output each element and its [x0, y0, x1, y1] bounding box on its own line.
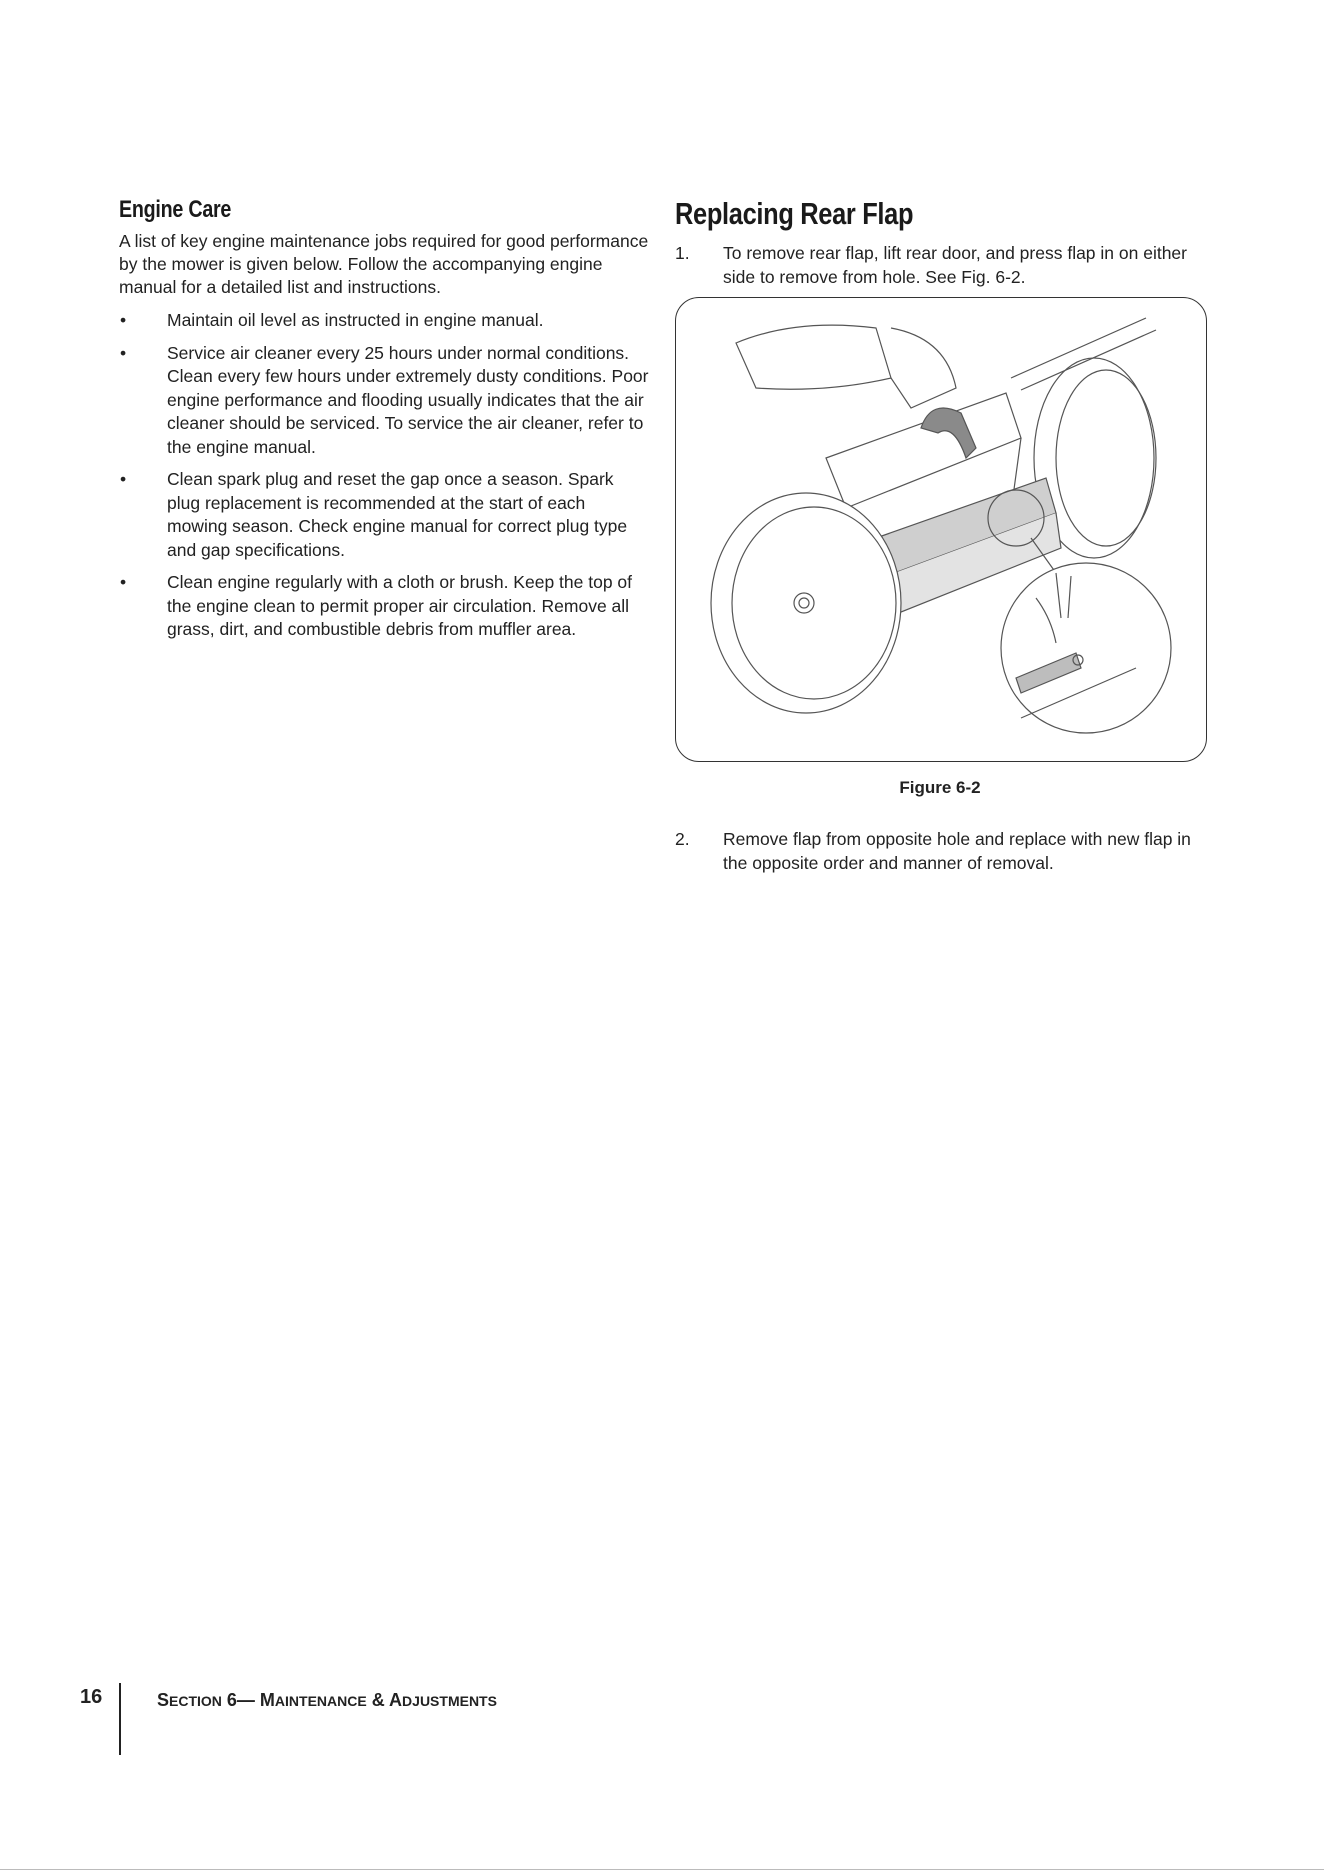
- step-text: Remove flap from opposite hole and replace with new flap in the opposite order and manner of removal.: [723, 829, 1191, 873]
- figure-6-2-illustration: [675, 297, 1207, 762]
- bullet-icon: •: [120, 469, 127, 489]
- list-item: [119, 342, 649, 460]
- bullet-icon: •: [120, 310, 127, 330]
- footer-cap: A: [389, 1690, 403, 1710]
- bullet-icon: •: [120, 572, 127, 592]
- step-2: [675, 828, 1215, 885]
- footer-cap: S: [157, 1690, 170, 1710]
- mower-rear-flap-drawing: [676, 298, 1206, 761]
- footer-small: DJUSTMENTS: [402, 1693, 497, 1709]
- list-item: [119, 309, 649, 333]
- bottom-rule: [0, 1869, 1324, 1870]
- step-text: To remove rear flap, lift rear door, and press flap in on either side to remove from hole. See Fig. 6-2.: [723, 243, 1187, 287]
- step-number: 2.: [675, 829, 690, 849]
- engine-care-heading: Engine Care: [119, 196, 232, 223]
- footer-divider: [119, 1683, 121, 1755]
- step-2-row: [675, 828, 1215, 875]
- footer-part: 6—: [221, 1690, 260, 1710]
- list-item-text: Maintain oil level as instructed in engine manual.: [167, 310, 544, 330]
- footer-small: ECTION: [169, 1693, 222, 1709]
- engine-care-list: [119, 309, 649, 642]
- engine-care-intro: A list of key engine maintenance jobs required for good performance by the mower is given below. Follow the accompanying engine manual for a detailed list and instructions.: [119, 231, 649, 297]
- figure-caption: Figure 6-2: [899, 778, 981, 797]
- step-number: 1.: [675, 243, 690, 263]
- footer-small: AINTENANCE: [274, 1693, 367, 1709]
- page-number: 16: [80, 1686, 103, 1708]
- list-item-text: Clean spark plug and reset the gap once a season. Spark plug replacement is recommended at the start of each mowing season. Check engine manual for correct plug type and gap specifications.: [167, 469, 628, 560]
- list-item: [119, 468, 649, 562]
- list-item-text: Clean engine regularly with a cloth or brush. Keep the top of the engine clean to permit proper air circulation. Remove all grass, dirt, and combustible debris from muffler area.: [167, 572, 633, 639]
- footer-section-title: [157, 1690, 497, 1711]
- engine-care-section: [119, 196, 649, 651]
- list-item-text: Service air cleaner every 25 hours under normal conditions. Clean every few hours under extremely dusty conditions. Poor engine performance and flooding usually indicates that the air cleaner should be serviced. To service the air cleaner, refer to the engine manual.: [167, 342, 649, 457]
- rear-flap-section: [675, 196, 1215, 299]
- bullet-icon: •: [120, 342, 127, 363]
- footer-cap: M: [259, 1690, 275, 1710]
- rear-flap-heading: Replacing Rear Flap: [675, 196, 914, 231]
- step-1: [675, 242, 1215, 289]
- footer-part: &: [366, 1690, 390, 1710]
- list-item: [119, 571, 649, 642]
